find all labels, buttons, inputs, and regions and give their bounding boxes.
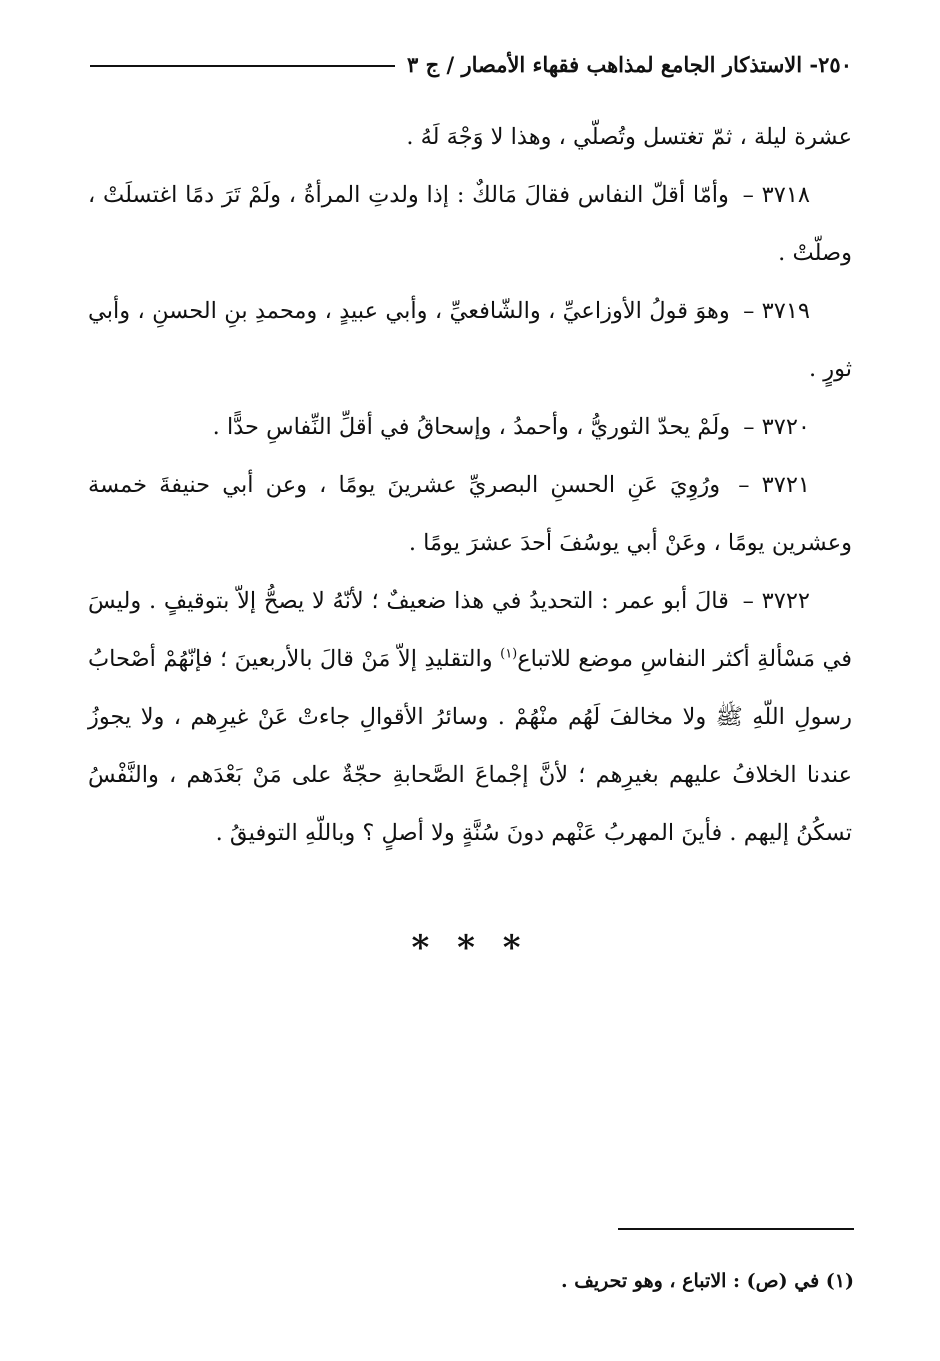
page-header bbox=[90, 44, 852, 84]
paragraph-number: ٣٧٢٠ – bbox=[743, 414, 810, 440]
paragraph-number: ٣٧١٨ – bbox=[742, 182, 811, 208]
paragraph-number: ٣٧١٩ – bbox=[743, 298, 811, 324]
paragraph-text: وهوَ قولُ الأوزاعيِّ ، والشّافعيِّ ، وأبي عبيدٍ ، ومحمدِ بنِ الحسنِ ، وأبي ثورٍ . bbox=[88, 298, 852, 382]
footnote-reference: (١) bbox=[500, 646, 518, 662]
header-title: ٢٥٠- الاستذكار الجامع لمذاهب فقهاء الأمصار / ج ٣ bbox=[407, 51, 852, 77]
paragraph-number: ٣٧٢٢ – bbox=[742, 588, 810, 614]
paragraph-3720 bbox=[88, 398, 852, 456]
paragraph-3718 bbox=[88, 166, 852, 282]
paragraph-3722 bbox=[88, 572, 852, 862]
paragraph-3721 bbox=[88, 456, 852, 572]
section-separator: * * * bbox=[411, 928, 529, 968]
paragraph-text-part-2: والتقليدِ إلاّ مَنْ قالَ بالأربعينَ ؛ فإنّهُمْ أصْحابُ رسولِ اللّهِ ﷺ ولا مخالفَ لَهُم منْهُمْ . وسائرُ الأقوالِ جاءتْ عَنْ غيرِهم ، ولا يجوزُ عندنا الخلافُ عليهم بغيرِهم ؛ لأنَّ إجْماعَ الصَّحابةِ حجّةٌ على مَنْ بَعْدَهم ، والنَّفْسُ تسكُنُ إليهم . فأينَ المهربُ عَنْهم دونَ سُنَّةٍ ولا أصلٍ ؟ وباللّهِ التوفيقُ . bbox=[88, 646, 852, 846]
paragraph-text: عشرة ليلة ، ثمّ تغتسل وتُصلّي ، وهذا لا وَجْهَ لَهُ . bbox=[406, 124, 852, 150]
paragraph-text-part-1: قالَ أبو عمر : التحديدُ في هذا ضعيفٌ ؛ لأنّهُ لا يصحُّ إلاّ بتوقيفٍ . وليسَ في مَسْألةِ أكثر النفاسِ موضع للاتباع bbox=[88, 588, 853, 672]
paragraph-continued bbox=[88, 108, 852, 166]
footnote: (١) في (ص) : الاتباع ، وهو تحريف . bbox=[560, 1270, 854, 1292]
paragraph-text: ولَمْ يحدّ الثوريُّ ، وأحمدُ ، وإسحاقُ في أقلِّ النِّفاسِ حدًّا . bbox=[212, 414, 731, 440]
main-text bbox=[88, 108, 852, 862]
paragraph-text: ورُوِيَ عَنِ الحسنِ البصريِّ عشرينَ يومًا ، وعن أبي حنيفةَ خمسة وعشرين يومًا ، وعَنْ أبي يوسُفَ أحدَ عشرَ يومًا . bbox=[88, 472, 852, 556]
header-rule bbox=[90, 65, 395, 67]
paragraph-number: ٣٧٢١ – bbox=[738, 472, 811, 498]
paragraph-text: وأمّا أقلّ النفاس فقالَ مَالكٌ : إذا ولدتِ المرأةُ ، ولَمْ تَرَ دمًا اغتسلَتْ ، وصلّتْ . bbox=[88, 182, 852, 266]
footnote-rule bbox=[618, 1228, 854, 1230]
paragraph-3719 bbox=[88, 282, 852, 398]
